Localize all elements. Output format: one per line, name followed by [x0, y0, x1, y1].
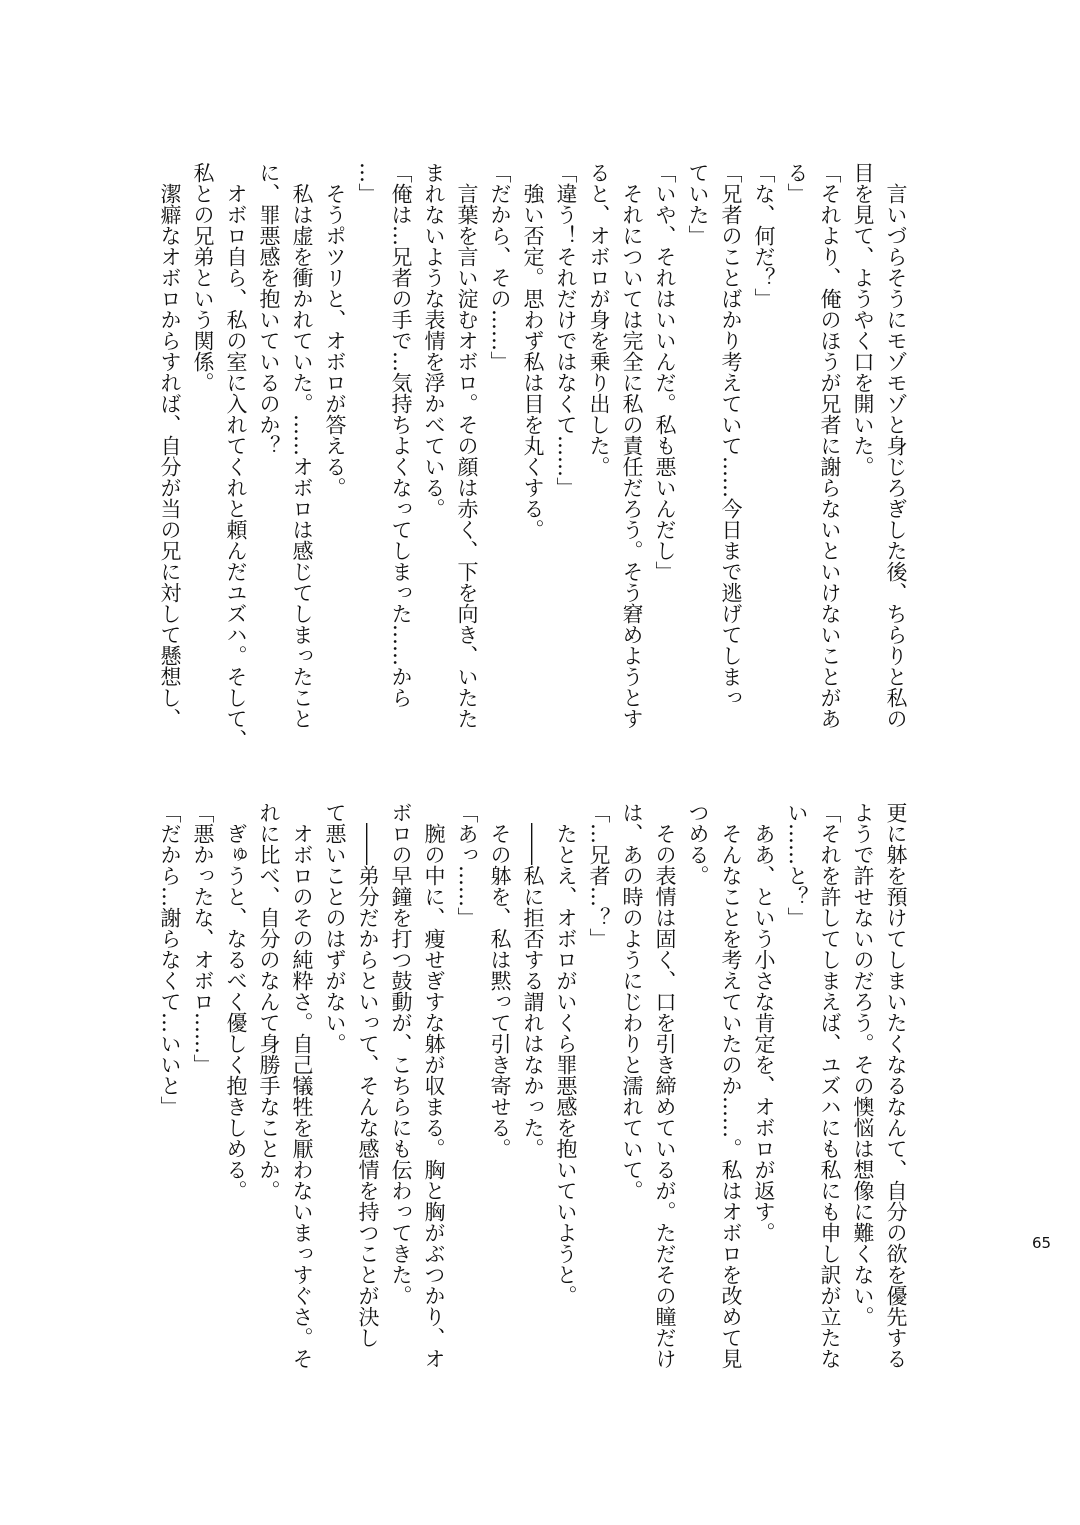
text-line: 「悪かったな、オボロ……」 — [191, 802, 215, 1075]
text-line: 「それより、俺のほうが兄者に謝らないといけないことがあ — [818, 162, 842, 729]
text-line: い……と？」 — [785, 802, 809, 928]
text-line: ていた」 — [686, 162, 710, 246]
text-line: て悪いことのはずがない。 — [323, 802, 347, 1054]
text-line: たとえ、オボロがいくら罪悪感を抱いていようと。 — [554, 802, 578, 1306]
text-line: 言葉を言い淀むオボロ。その顔は赤く、下を向き、いたた — [455, 162, 479, 729]
text-line: 「…兄者…？」 — [587, 802, 611, 949]
text-line: その躰を、私は黙って引き寄せる。 — [488, 802, 512, 1159]
text-line: 「な、何だ？」 — [752, 162, 776, 309]
text-line: は、あの時のようにじわりと濡れていて。 — [620, 802, 644, 1201]
text-line: 強い否定。思わず私は目を丸くする。 — [521, 162, 545, 540]
text-line: ようで許せないのだろう。その懊悩は想像に難くない。 — [851, 802, 875, 1327]
text-line: ――私に拒否する謂れはなかった。 — [521, 802, 545, 1159]
text-line: る」 — [785, 162, 809, 204]
text-block-top — [153, 162, 912, 762]
text-line: 「俺は…兄者の手で…気持ちよくなってしまった……から — [389, 162, 413, 708]
text-line: 更に躰を預けてしまいたくなるなんて、自分の欲を優先する — [884, 802, 908, 1369]
text-line: 「いや、それはいいんだ。私も悪いんだし」 — [653, 162, 677, 582]
text-line: そうポツリと、オボロが答える。 — [323, 162, 347, 498]
text-line: 「兄者のことばかり考えていて……今日まで逃げてしまっ — [719, 162, 743, 708]
text-line: その表情は固く、口を引き締めているが。ただその瞳だけ — [653, 802, 677, 1369]
text-line: ぎゅうと、なるべく優しく抱きしめる。 — [224, 802, 248, 1201]
text-line: 「だから…謝らなくて…いいと」 — [158, 802, 182, 1117]
page-number: 65 — [1032, 1234, 1052, 1252]
text-line: それについては完全に私の責任だろう。そう窘めようとす — [620, 162, 644, 729]
text-line: に、罪悪感を抱いているのか？ — [257, 162, 281, 456]
text-line: そんなことを考えていたのか……。私はオボロを改めて見 — [719, 802, 743, 1369]
text-line: 目を見て、ようやく口を開いた。 — [851, 162, 875, 477]
text-line: ああ、という小さな肯定を、オボロが返す。 — [752, 802, 776, 1243]
text-line: まれないような表情を浮かべている。 — [422, 162, 446, 519]
text-block-bottom — [153, 802, 912, 1402]
text-line: 腕の中に、痩せぎすな躰が収まる。胸と胸がぶつかり、オ — [422, 802, 446, 1369]
text-line: ――弟分だからといって、そんな感情を持つことが決し — [356, 802, 380, 1348]
text-line: 「だから、その……」 — [488, 162, 512, 372]
text-line: 言いづらそうにモゾモゾと身じろぎした後、ちらりと私の — [884, 162, 908, 729]
text-line: 「あっ……」 — [455, 802, 479, 928]
text-line: オボロのその純粋さ。自己犠牲を厭わないまっすぐさ。そ — [290, 802, 314, 1369]
text-line: ボロの早鐘を打つ鼓動が、こちらにも伝わってきた。 — [389, 802, 413, 1306]
text-line: 「違う！それだけではなくて……」 — [554, 162, 578, 498]
text-line: 潔癖なオボロからすれば、自分が当の兄に対して懸想し、 — [158, 162, 182, 729]
text-line: 私は虚を衝かれていた。……オボロは感じてしまったこと — [290, 162, 314, 729]
text-line: れに比べ、自分のなんて身勝手なことか。 — [257, 802, 281, 1201]
text-line: …」 — [356, 162, 380, 204]
text-line: つめる。 — [686, 802, 710, 886]
text-line: 「それを許してしまえば、ユズハにも私にも申し訳が立たな — [818, 802, 842, 1369]
text-line: ると、オボロが身を乗り出した。 — [587, 162, 611, 477]
text-line: 私との兄弟という関係。 — [191, 162, 215, 393]
text-line: オボロ自ら、私の室に入れてくれと頼んだユズハ。そして、 — [224, 162, 248, 750]
